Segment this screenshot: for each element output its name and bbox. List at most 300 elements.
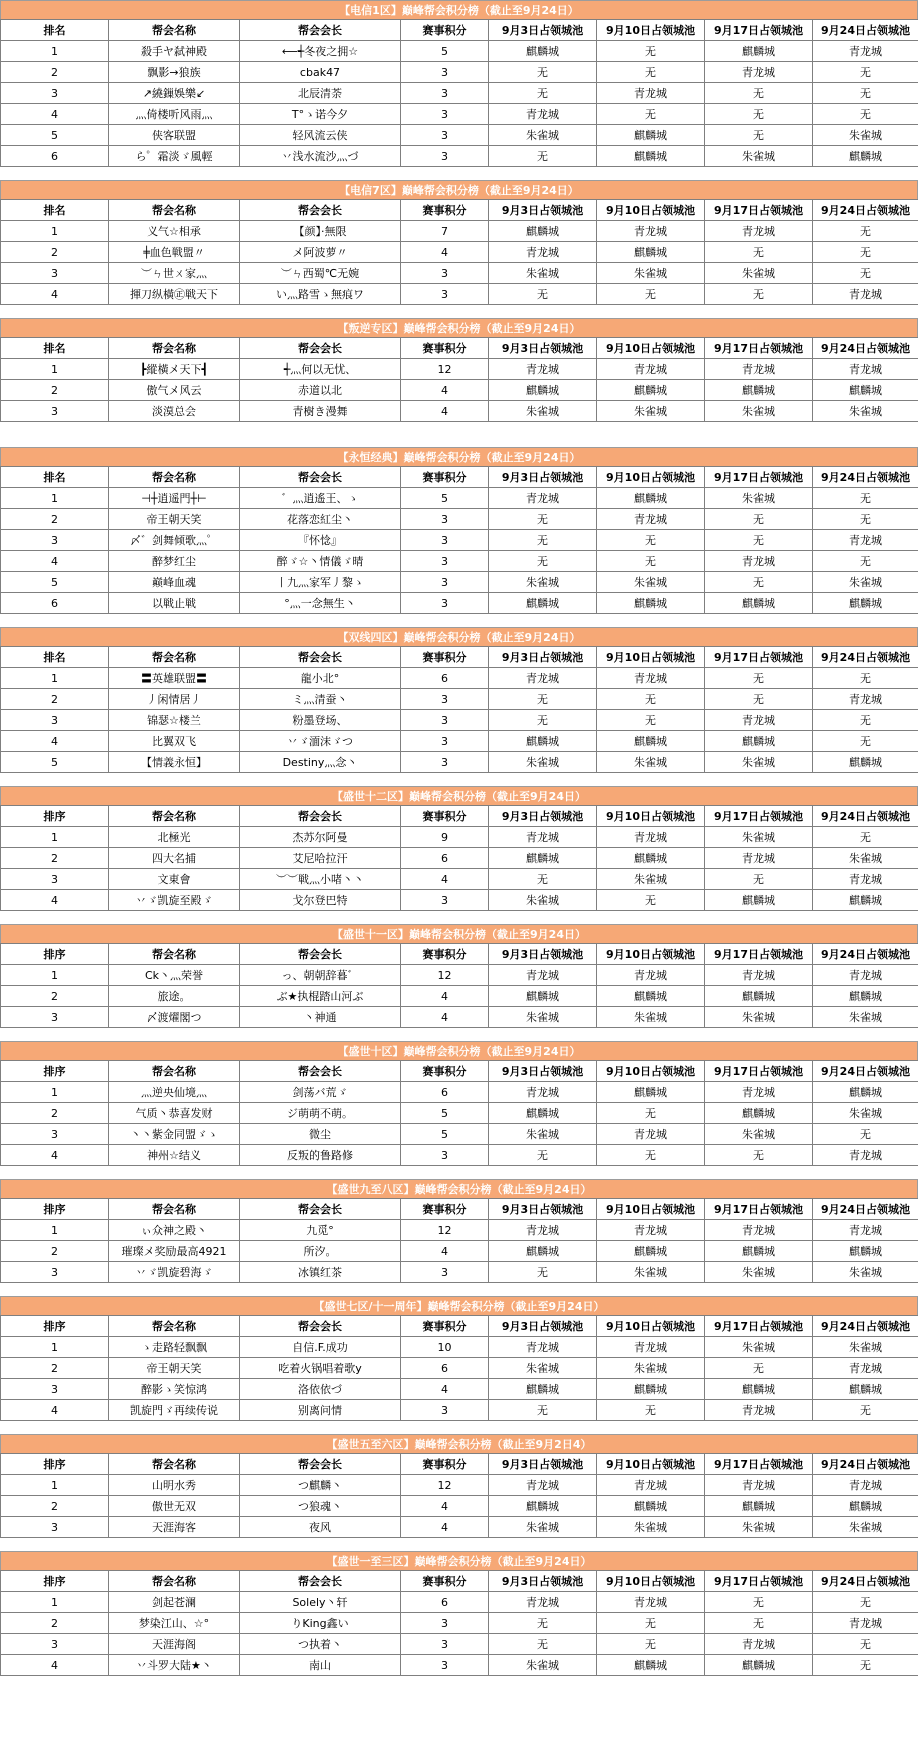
table-cell: 青龙城 xyxy=(813,284,918,305)
column-header: 9月3日占领城池 xyxy=(489,200,597,221)
column-header: 赛事积分 xyxy=(401,20,489,41)
header-row xyxy=(1,1199,918,1220)
ranking-section xyxy=(0,1179,918,1283)
table-cell: 4 xyxy=(1,890,109,911)
table-cell: 朱雀城 xyxy=(813,125,918,146)
table-cell: ミ灬清蚕丶 xyxy=(240,689,401,710)
column-header: 9月3日占领城池 xyxy=(489,1199,597,1220)
table-row xyxy=(1,41,918,62)
table-row xyxy=(1,221,918,242)
table-cell: 4 xyxy=(1,731,109,752)
table-cell: T°ゝ诺今夕 xyxy=(240,104,401,125)
table-cell: 麒麟城 xyxy=(489,41,597,62)
table-cell: 醉影ゝ笑惊鸿 xyxy=(109,1379,240,1400)
table-cell: 麒麟城 xyxy=(705,1496,813,1517)
table-cell: 2 xyxy=(1,1613,109,1634)
table-cell: 戈尔登巴特 xyxy=(240,890,401,911)
table-cell: 无 xyxy=(813,488,918,509)
header-row xyxy=(1,200,918,221)
table-cell: 朱雀城 xyxy=(597,1007,705,1028)
table-cell: 朱雀城 xyxy=(489,263,597,284)
table-cell: 6 xyxy=(1,146,109,167)
column-header: 帮会会长 xyxy=(240,338,401,359)
header-row xyxy=(1,806,918,827)
table-cell: 无 xyxy=(597,1145,705,1166)
table-cell: 麒麟城 xyxy=(489,1496,597,1517)
table-cell: 自信.F.成功 xyxy=(240,1337,401,1358)
column-header: 排名 xyxy=(1,467,109,488)
column-header: 9月24日占领城池 xyxy=(813,944,918,965)
column-header: 9月10日占领城池 xyxy=(597,467,705,488)
table-cell: 10 xyxy=(401,1337,489,1358)
table-cell: 麒麟城 xyxy=(489,986,597,1007)
table-cell: 无 xyxy=(597,62,705,83)
column-header: 9月10日占领城池 xyxy=(597,1061,705,1082)
table-cell: 〆渡燿閣つ xyxy=(109,1007,240,1028)
table-row xyxy=(1,869,918,890)
table-cell: 麒麟城 xyxy=(597,848,705,869)
table-row xyxy=(1,1124,918,1145)
table-cell: 无 xyxy=(705,284,813,305)
table-row xyxy=(1,1655,918,1676)
section-title: 【盛世九至八区】巅峰帮会积分榜（截止至9月24日） xyxy=(0,1179,918,1198)
table-cell: 麒麟城 xyxy=(489,731,597,752)
header-row xyxy=(1,647,918,668)
table-cell: 麒麟城 xyxy=(489,1379,597,1400)
table-cell: 朱雀城 xyxy=(705,1007,813,1028)
table-cell: 无 xyxy=(489,551,597,572)
table-cell: 1 xyxy=(1,221,109,242)
table-row xyxy=(1,986,918,1007)
table-cell: 朱雀城 xyxy=(813,848,918,869)
table-cell: 4 xyxy=(1,1145,109,1166)
column-header: 9月24日占领城池 xyxy=(813,1316,918,1337)
table-cell: 无 xyxy=(489,146,597,167)
table-cell: 丶丶紫金同盟ゞゝ xyxy=(109,1124,240,1145)
column-header: 排序 xyxy=(1,1316,109,1337)
table-cell: 无 xyxy=(489,284,597,305)
table-cell: 3 xyxy=(401,572,489,593)
column-header: 9月10日占领城池 xyxy=(597,1316,705,1337)
table-cell: 青龙城 xyxy=(705,359,813,380)
table-row xyxy=(1,509,918,530)
table-cell: 青龙城 xyxy=(705,848,813,869)
column-header: 帮会名称 xyxy=(109,20,240,41)
table-cell: 麒麟城 xyxy=(597,242,705,263)
column-header: 9月17日占领城池 xyxy=(705,647,813,668)
table-row xyxy=(1,284,918,305)
table-cell: Solely丶轩 xyxy=(240,1592,401,1613)
table-cell: 1 xyxy=(1,488,109,509)
column-header: 赛事积分 xyxy=(401,806,489,827)
table-cell: 无 xyxy=(813,1592,918,1613)
table-cell: 朱雀城 xyxy=(597,1358,705,1379)
table-cell: 无 xyxy=(705,869,813,890)
table-cell: 无 xyxy=(489,1262,597,1283)
table-cell: 麒麟城 xyxy=(813,752,918,773)
table-cell: 青龙城 xyxy=(813,1475,918,1496)
table-cell: 比翼双飞 xyxy=(109,731,240,752)
table-cell: 朱雀城 xyxy=(597,401,705,422)
column-header: 帮会名称 xyxy=(109,1454,240,1475)
table-cell: 天涯海阁 xyxy=(109,1634,240,1655)
table-cell: ↗繞鏁娛樂↙ xyxy=(109,83,240,104)
column-header: 排名 xyxy=(1,200,109,221)
column-header: 9月3日占领城池 xyxy=(489,467,597,488)
table-cell: 3 xyxy=(401,593,489,614)
table-cell: 麒麟城 xyxy=(489,848,597,869)
table-row xyxy=(1,1517,918,1538)
section-gap xyxy=(0,1421,918,1434)
column-header: 帮会会长 xyxy=(240,1571,401,1592)
table-cell: 朱雀城 xyxy=(813,572,918,593)
table-cell: 灬倚楼听风雨灬 xyxy=(109,104,240,125)
column-header: 帮会会长 xyxy=(240,647,401,668)
table-cell: 无 xyxy=(597,1613,705,1634)
table-row xyxy=(1,1103,918,1124)
table-cell: 无 xyxy=(705,689,813,710)
table-cell: cbak47 xyxy=(240,62,401,83)
column-header: 9月24日占领城池 xyxy=(813,1454,918,1475)
table-cell: 2 xyxy=(1,986,109,1007)
table-cell: 1 xyxy=(1,1592,109,1613)
table-cell: 南山 xyxy=(240,1655,401,1676)
table-cell: 朱雀城 xyxy=(597,263,705,284)
column-header: 9月17日占领城池 xyxy=(705,200,813,221)
table-cell: つ执着丶 xyxy=(240,1634,401,1655)
table-cell: 麒麟城 xyxy=(597,1496,705,1517)
table-cell: 麒麟城 xyxy=(813,986,918,1007)
table-cell: 朱雀城 xyxy=(489,572,597,593)
table-cell: ら゜霜淡ゞ風輕 xyxy=(109,146,240,167)
table-cell: 麒麟城 xyxy=(705,1379,813,1400)
table-cell: 3 xyxy=(401,551,489,572)
column-header: 9月3日占领城池 xyxy=(489,1316,597,1337)
table-cell: 4 xyxy=(401,380,489,401)
table-cell: 1 xyxy=(1,359,109,380)
table-cell: 1 xyxy=(1,1082,109,1103)
table-cell: 3 xyxy=(1,1517,109,1538)
table-cell: 青龙城 xyxy=(813,1358,918,1379)
table-cell: 4 xyxy=(401,1007,489,1028)
table-cell: 3 xyxy=(1,869,109,890)
table-cell: 3 xyxy=(401,689,489,710)
table-cell: 朱雀城 xyxy=(705,1517,813,1538)
table-row xyxy=(1,1007,918,1028)
table-cell: 神州☆结义 xyxy=(109,1145,240,1166)
column-header: 帮会会长 xyxy=(240,467,401,488)
table-cell: 3 xyxy=(401,284,489,305)
table-cell: 麒麟城 xyxy=(813,1241,918,1262)
column-header: 9月3日占领城池 xyxy=(489,806,597,827)
column-header: 9月24日占领城池 xyxy=(813,20,918,41)
table-cell: 3 xyxy=(1,1262,109,1283)
table-cell: 青龙城 xyxy=(597,359,705,380)
table-cell: 赤道以北 xyxy=(240,380,401,401)
column-header: 排序 xyxy=(1,1061,109,1082)
table-row xyxy=(1,1082,918,1103)
table-cell: 麒麟城 xyxy=(597,1082,705,1103)
table-cell: 朱雀城 xyxy=(813,1517,918,1538)
header-row xyxy=(1,1454,918,1475)
table-cell: 轻风流云侠 xyxy=(240,125,401,146)
header-row xyxy=(1,20,918,41)
table-cell: 冰镇红茶 xyxy=(240,1262,401,1283)
table-cell: 无 xyxy=(813,263,918,284)
ranking-table xyxy=(0,1060,918,1166)
table-cell: 文東會 xyxy=(109,869,240,890)
table-cell: 麒麟城 xyxy=(597,146,705,167)
table-cell: 青龙城 xyxy=(489,104,597,125)
table-row xyxy=(1,1592,918,1613)
table-cell: 北辰清荼 xyxy=(240,83,401,104)
table-cell: 朱雀城 xyxy=(597,1262,705,1283)
column-header: 帮会会长 xyxy=(240,806,401,827)
table-cell: 凯旋門ゞ再续传说 xyxy=(109,1400,240,1421)
table-cell: 青龙城 xyxy=(813,530,918,551)
ranking-section xyxy=(0,1041,918,1166)
table-cell: 青龙城 xyxy=(813,1220,918,1241)
column-header: 9月24日占领城池 xyxy=(813,467,918,488)
table-cell: 醉ゞ☆丶情儀ゞ晴 xyxy=(240,551,401,572)
table-cell: 3 xyxy=(1,263,109,284)
table-cell: 3 xyxy=(401,146,489,167)
table-cell: 麒麟城 xyxy=(705,380,813,401)
column-header: 排名 xyxy=(1,20,109,41)
table-cell: 朱雀城 xyxy=(597,752,705,773)
table-cell: 淡漠总会 xyxy=(109,401,240,422)
column-header: 帮会名称 xyxy=(109,1571,240,1592)
table-cell: 3 xyxy=(401,509,489,530)
table-cell: 麒麟城 xyxy=(813,146,918,167)
table-cell: 1 xyxy=(1,668,109,689)
table-cell: 麒麟城 xyxy=(597,1241,705,1262)
table-cell: 朱雀城 xyxy=(705,1262,813,1283)
column-header: 9月10日占领城池 xyxy=(597,200,705,221)
table-cell: 『怀惗』 xyxy=(240,530,401,551)
table-cell: 洛依依づ xyxy=(240,1379,401,1400)
table-cell: 剑起苍澜 xyxy=(109,1592,240,1613)
column-header: 9月24日占领城池 xyxy=(813,338,918,359)
table-row xyxy=(1,731,918,752)
table-cell: 6 xyxy=(1,593,109,614)
table-cell: 3 xyxy=(1,401,109,422)
ranking-table xyxy=(0,1315,918,1421)
table-row xyxy=(1,890,918,911)
ranking-section xyxy=(0,180,918,305)
section-gap xyxy=(0,773,918,786)
table-cell: 12 xyxy=(401,1475,489,1496)
table-cell: 无 xyxy=(813,1655,918,1676)
table-cell: 傲世无双 xyxy=(109,1496,240,1517)
column-header: 9月17日占领城池 xyxy=(705,1061,813,1082)
column-header: 9月24日占领城池 xyxy=(813,806,918,827)
table-cell: 〓英雄联盟〓 xyxy=(109,668,240,689)
table-cell: 朱雀城 xyxy=(705,401,813,422)
table-cell: 青龙城 xyxy=(597,1475,705,1496)
table-cell: 别离问情 xyxy=(240,1400,401,1421)
column-header: 帮会会长 xyxy=(240,1061,401,1082)
table-cell: 丷ゞ凯旋至殿ゞ xyxy=(109,890,240,911)
table-cell: 青龙城 xyxy=(705,1220,813,1241)
table-cell: 无 xyxy=(813,731,918,752)
table-cell: 12 xyxy=(401,965,489,986)
table-row xyxy=(1,848,918,869)
table-cell: 3 xyxy=(401,530,489,551)
column-header: 9月17日占领城池 xyxy=(705,944,813,965)
table-cell: 1 xyxy=(1,827,109,848)
table-cell: 丨九灬家军丿黎ゝ xyxy=(240,572,401,593)
table-cell: ︶︶戦灬小啫丶丶 xyxy=(240,869,401,890)
table-cell: 朱雀城 xyxy=(813,1262,918,1283)
table-cell: 麒麟城 xyxy=(813,1496,918,1517)
column-header: 赛事积分 xyxy=(401,1199,489,1220)
table-cell: 青龙城 xyxy=(705,221,813,242)
table-cell: 2 xyxy=(1,848,109,869)
table-cell: 麒麟城 xyxy=(705,41,813,62)
column-header: 9月24日占领城池 xyxy=(813,1061,918,1082)
table-cell: 朱雀城 xyxy=(489,1358,597,1379)
section-gap xyxy=(0,1028,918,1041)
table-cell: °灬一念無生丶 xyxy=(240,593,401,614)
table-cell: 无 xyxy=(705,242,813,263)
column-header: 帮会名称 xyxy=(109,338,240,359)
table-cell: 1 xyxy=(1,1475,109,1496)
table-cell: 麒麟城 xyxy=(813,1082,918,1103)
column-header: 9月3日占领城池 xyxy=(489,1571,597,1592)
table-cell: 3 xyxy=(1,710,109,731)
table-cell: 青龙城 xyxy=(813,1145,918,1166)
column-header: 9月17日占领城池 xyxy=(705,1199,813,1220)
table-cell: 青龙城 xyxy=(489,359,597,380)
table-cell: 无 xyxy=(597,890,705,911)
table-row xyxy=(1,1145,918,1166)
table-row xyxy=(1,359,918,380)
column-header: 赛事积分 xyxy=(401,338,489,359)
ranking-section xyxy=(0,318,918,422)
table-cell: ⟵┽冬夜之拥☆ xyxy=(240,41,401,62)
column-header: 帮会会长 xyxy=(240,1316,401,1337)
section-gap xyxy=(0,167,918,180)
table-cell: りKing鑫い xyxy=(240,1613,401,1634)
table-cell: 3 xyxy=(401,731,489,752)
header-row xyxy=(1,1316,918,1337)
table-cell: 朱雀城 xyxy=(489,1517,597,1538)
table-cell: 朱雀城 xyxy=(489,890,597,911)
table-row xyxy=(1,593,918,614)
table-cell: 麒麟城 xyxy=(597,488,705,509)
section-gap xyxy=(0,614,918,627)
table-cell: 3 xyxy=(401,752,489,773)
table-cell: 夜风 xyxy=(240,1517,401,1538)
table-cell: 无 xyxy=(597,1400,705,1421)
table-cell: 3 xyxy=(401,1634,489,1655)
table-cell: 朱雀城 xyxy=(705,1337,813,1358)
table-cell: ︶ㄣ西蜀℃无婉 xyxy=(240,263,401,284)
table-cell: 无 xyxy=(597,710,705,731)
table-cell: 麒麟城 xyxy=(597,1655,705,1676)
column-header: 排序 xyxy=(1,1454,109,1475)
table-cell: 5 xyxy=(1,125,109,146)
table-cell: 粉墨登场、 xyxy=(240,710,401,731)
column-header: 帮会名称 xyxy=(109,944,240,965)
column-header: 帮会名称 xyxy=(109,1061,240,1082)
column-header: 9月3日占领城池 xyxy=(489,338,597,359)
table-cell: 6 xyxy=(401,1082,489,1103)
section-title: 【双线四区】巅峰帮会积分榜（截止至9月24日） xyxy=(0,627,918,646)
column-header: 9月10日占领城池 xyxy=(597,647,705,668)
table-cell: ぶ★执棍踏山河ぶ xyxy=(240,986,401,1007)
table-cell: 5 xyxy=(401,1103,489,1124)
table-cell: 4 xyxy=(401,1496,489,1517)
table-row xyxy=(1,710,918,731)
table-cell: 无 xyxy=(705,125,813,146)
table-row xyxy=(1,125,918,146)
column-header: 赛事积分 xyxy=(401,1571,489,1592)
table-cell: 麒麟城 xyxy=(489,1241,597,1262)
table-cell: 无 xyxy=(597,689,705,710)
table-cell: 4 xyxy=(401,869,489,890)
column-header: 帮会会长 xyxy=(240,20,401,41)
table-cell: 青龙城 xyxy=(489,827,597,848)
table-cell: 所汐。 xyxy=(240,1241,401,1262)
table-cell: 艾尼哈拉汗 xyxy=(240,848,401,869)
table-cell: 2 xyxy=(1,509,109,530)
table-cell: 青龙城 xyxy=(813,359,918,380)
table-cell: 3 xyxy=(1,1124,109,1145)
table-cell: 龍小北° xyxy=(240,668,401,689)
column-header: 排序 xyxy=(1,1571,109,1592)
table-row xyxy=(1,1400,918,1421)
table-cell: ┣縱橫メ天下┫ xyxy=(109,359,240,380)
table-cell: 青龙城 xyxy=(489,1220,597,1241)
column-header: 9月24日占领城池 xyxy=(813,200,918,221)
table-cell: 3 xyxy=(401,263,489,284)
table-cell: ⊣┼逍遥門┼⊢ xyxy=(109,488,240,509)
table-cell: 3 xyxy=(401,710,489,731)
table-cell: 无 xyxy=(705,1592,813,1613)
table-cell: 无 xyxy=(597,1103,705,1124)
table-cell: 4 xyxy=(401,986,489,1007)
table-cell: 无 xyxy=(813,1634,918,1655)
table-cell: 2 xyxy=(1,242,109,263)
table-row xyxy=(1,965,918,986)
table-row xyxy=(1,62,918,83)
column-header: 9月3日占领城池 xyxy=(489,1454,597,1475)
table-cell: 3 xyxy=(401,104,489,125)
table-cell: 3 xyxy=(1,83,109,104)
table-cell: 6 xyxy=(401,668,489,689)
table-row xyxy=(1,1241,918,1262)
table-cell: 丿闲情居丿 xyxy=(109,689,240,710)
table-cell: 殺手ヤ弑神殿 xyxy=(109,41,240,62)
table-cell: 2 xyxy=(1,1103,109,1124)
column-header: 帮会名称 xyxy=(109,1199,240,1220)
table-cell: 气质丶恭喜发财 xyxy=(109,1103,240,1124)
ranking-section xyxy=(0,0,918,167)
table-cell: 朱雀城 xyxy=(597,1517,705,1538)
table-cell: 青樹き漫舞 xyxy=(240,401,401,422)
table-cell: 麒麟城 xyxy=(813,593,918,614)
column-header: 排名 xyxy=(1,647,109,668)
table-cell: 4 xyxy=(1,1400,109,1421)
section-gap xyxy=(0,911,918,924)
table-cell: 无 xyxy=(705,1358,813,1379)
table-cell: つ狼魂丶 xyxy=(240,1496,401,1517)
table-cell: 无 xyxy=(489,83,597,104)
ranking-table xyxy=(0,466,918,614)
ranking-table xyxy=(0,805,918,911)
